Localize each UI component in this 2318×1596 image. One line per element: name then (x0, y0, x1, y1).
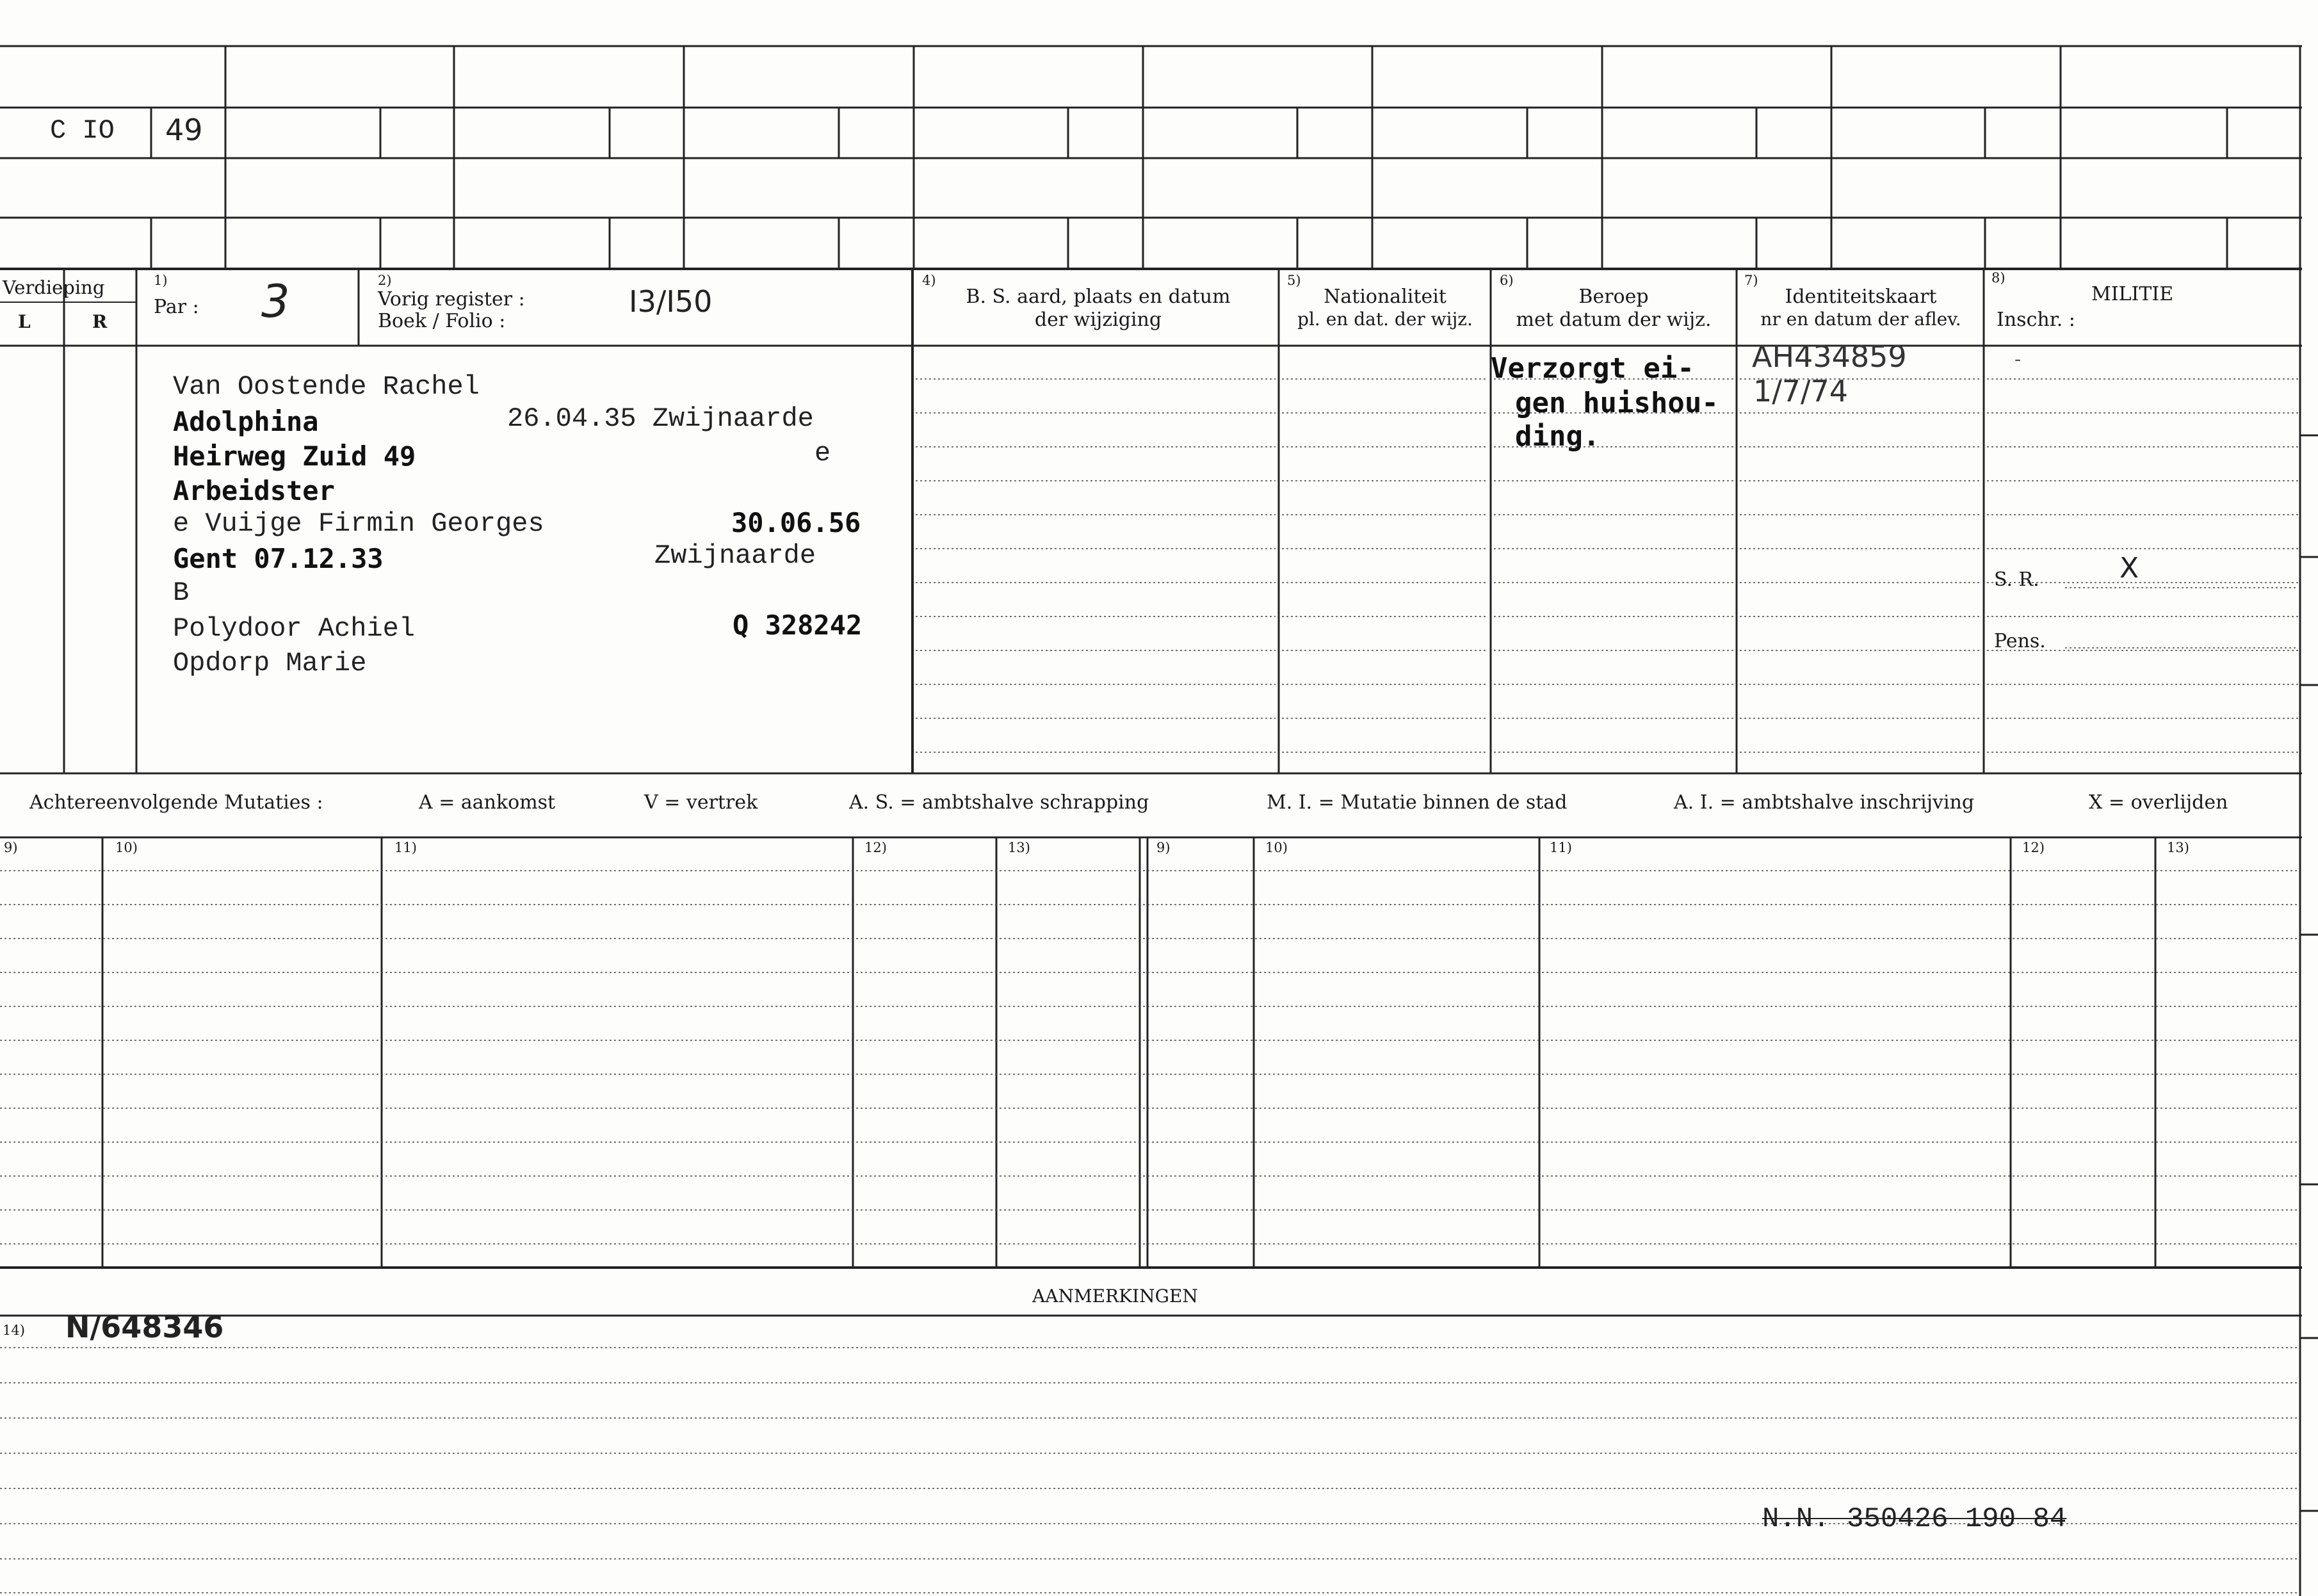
verdieping-label: Verdieping (3, 277, 105, 298)
legend-aankomst: A = aankomst (419, 791, 556, 814)
national-number: N.N. 350426 190 84 (1762, 1503, 2067, 1535)
person-occupation: Arbeidster (173, 475, 335, 506)
civil-status: B (173, 577, 190, 608)
col4-number: 4) (922, 273, 936, 288)
col5-number: 5) (1287, 273, 1301, 288)
inschr-mark: - (2014, 348, 2022, 371)
marriage-date: 30.06.56 (731, 507, 861, 538)
pens-label: Pens. (1994, 630, 2046, 652)
mutation-col-9-right: 9) (1156, 840, 1171, 855)
legend-overlijden: X = overlijden (2089, 791, 2228, 814)
mother-name: Opdorp Marie (173, 648, 367, 679)
sr-value: X (2119, 552, 2139, 584)
person-firstname: Adolphina (173, 406, 319, 437)
militie-header: MILITIE (2091, 283, 2174, 305)
vorig-register-value: I3/I50 (629, 284, 713, 319)
mutation-col-10-left: 10) (115, 840, 138, 855)
legend-ambtshalve-schrapping: A. S. = ambtshalve schrapping (849, 791, 1149, 814)
col2-number: 2) (378, 273, 392, 288)
remarks-title: AANMERKINGEN (1032, 1286, 1198, 1307)
col7-number: 7) (1744, 273, 1758, 288)
legend-vertrek: V = vertrek (644, 791, 758, 814)
mutation-col-11-right: 11) (1550, 840, 1572, 855)
boek-folio-label: Boek / Folio : (378, 310, 506, 332)
par-value: 3 (261, 275, 290, 328)
identiteit-header-line2: nr en datum der aflev. (1760, 309, 1961, 330)
sr-label: S. R. (1994, 568, 2039, 591)
marriage-place: Zwijnaarde (654, 540, 816, 571)
mutation-col-12-right: 12) (2022, 840, 2045, 855)
person-surname: Van Oostende Rachel (173, 371, 480, 402)
bs-header-line2: der wijziging (1034, 309, 1162, 331)
nationaliteit-header-line2: pl. en dat. der wijz. (1297, 309, 1473, 330)
id-card-date: 1/7/74 (1753, 374, 1849, 408)
mutation-col-10-right: 10) (1265, 840, 1288, 855)
register-number: 49 (165, 113, 203, 147)
verdieping-right-label: R (92, 311, 108, 332)
col8-number: 8) (1991, 270, 2006, 286)
verdieping-left-label: L (18, 311, 31, 332)
mutation-col-12-left: 12) (864, 840, 887, 855)
par-label: Par : (154, 296, 199, 318)
person-birth: 26.04.35 Zwijnaarde (507, 403, 814, 434)
mutation-col-9-left: 9) (4, 840, 18, 855)
legend-ambtshalve-inschrijving: A. I. = ambtshalve inschrijving (1674, 791, 1975, 814)
col6-number: 6) (1500, 273, 1514, 288)
reference-code: Q 328242 (733, 609, 863, 641)
beroep-value-line3: ding. (1515, 420, 1600, 453)
spouse-name: e Vuijge Firmin Georges (173, 508, 544, 539)
bs-header-line1: B. S. aard, plaats en datum (966, 286, 1231, 308)
inschr-label: Inschr. : (1997, 309, 2075, 331)
mutation-col-11-left: 11) (394, 840, 417, 855)
register-code: C IO (50, 115, 115, 146)
id-card-number: AH434859 (1752, 339, 1907, 374)
remarks-entry: N/648346 (65, 1310, 224, 1344)
identiteit-header-line1: Identiteitskaart (1785, 286, 1937, 308)
beroep-header-line1: Beroep (1578, 286, 1649, 308)
mutation-col-13-right: 13) (2167, 840, 2189, 855)
beroep-value-line1: Verzorgt ei- (1491, 352, 1694, 385)
vorig-register-label: Vorig register : (378, 288, 525, 310)
col1-number: 1) (154, 273, 168, 288)
mutations-legend-title: Achtereenvolgende Mutaties : (29, 791, 323, 814)
legend-mutatie-binnen-stad: M. I. = Mutatie binnen de stad (1267, 791, 1568, 814)
beroep-header-line2: met datum der wijz. (1516, 309, 1712, 331)
mutation-col-13-left: 13) (1008, 840, 1030, 855)
remarks-number: 14) (3, 1323, 25, 1338)
person-address: Heirweg Zuid 49 (173, 440, 416, 472)
father-name: Polydoor Achiel (173, 613, 416, 644)
nationaliteit-header-line1: Nationaliteit (1324, 286, 1447, 308)
spouse-birth: Gent 07.12.33 (173, 543, 384, 574)
person-address-mark: e (815, 438, 831, 469)
beroep-value-line2: gen huishou- (1515, 387, 1719, 419)
